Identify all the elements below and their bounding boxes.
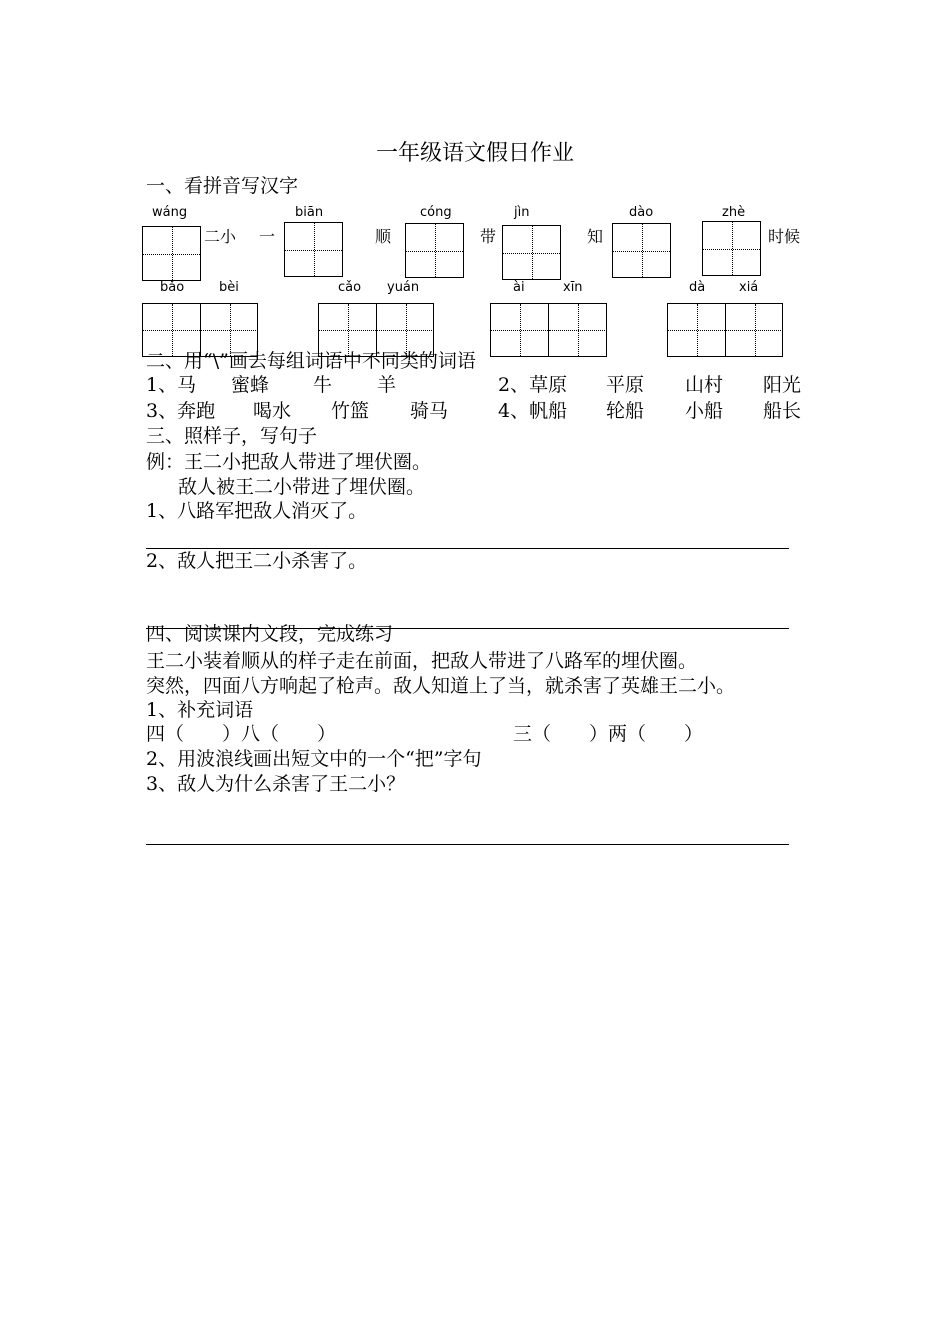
writing-box[interactable] [405, 223, 464, 278]
page-title: 一年级语文假日作业 [375, 141, 574, 166]
pinyin-bao: bǎo [160, 280, 185, 295]
pinyin-cong: cóng [420, 205, 452, 220]
hint-text: 时候 [768, 227, 801, 246]
word-item: 船长 [763, 400, 802, 422]
hint-text: 知 [587, 227, 604, 246]
pinyin-yuan: yuán [387, 280, 420, 295]
word-item: 平原 [606, 374, 645, 396]
pinyin-wang: wáng [152, 205, 188, 220]
pinyin-da: dà [689, 280, 706, 295]
section1-heading: 一、看拼音写汉字 [146, 175, 299, 197]
word-item: 小船 [685, 400, 724, 422]
question-1: 1、八路军把敌人消灭了。 [146, 500, 368, 522]
word-item: 1、马 [146, 374, 197, 396]
word-item: 3、奔跑 [146, 400, 216, 422]
word-item: 山村 [685, 374, 724, 396]
section4-heading: 四、阅读课内文段，完成练习 [146, 623, 394, 645]
writing-box[interactable] [142, 226, 201, 281]
writing-box[interactable] [284, 222, 343, 277]
section3-heading: 三、照样子，写句子 [146, 425, 318, 447]
pinyin-dao: dào [629, 205, 654, 220]
writing-box-double[interactable] [490, 303, 607, 357]
writing-box-double[interactable] [667, 303, 783, 357]
passage-line-1: 王二小装着顺从的样子走在前面，把敌人带进了八路军的埋伏圈。 [146, 650, 698, 672]
word-item: 4、帆船 [498, 400, 568, 422]
passage-line-2: 突然，四面八方响起了枪声。敌人知道上了当，就杀害了英雄王二小。 [146, 675, 736, 697]
word-item: 牛 [313, 374, 333, 396]
pinyin-bei: bèi [219, 280, 239, 295]
pinyin-bian: biān [295, 205, 324, 220]
question-1: 1、补充词语 [146, 699, 254, 721]
pinyin-xia: xiá [739, 280, 759, 295]
word-item: 2、草原 [498, 374, 568, 396]
hint-text: 带 [480, 227, 497, 246]
hint-text: 顺 [375, 227, 392, 246]
hint-text: 二小 [204, 227, 237, 246]
word-item: 骑马 [410, 400, 449, 422]
pinyin-xin: xīn [563, 280, 583, 295]
question-3: 3、敌人为什么杀害了王二小？ [146, 773, 406, 795]
question-2: 2、敌人把王二小杀害了。 [146, 550, 368, 572]
word-item: 喝水 [253, 400, 292, 422]
word-item: 羊 [377, 374, 397, 396]
writing-box[interactable] [702, 221, 761, 276]
pinyin-jin: jìn [514, 205, 530, 220]
pinyin-ai: ài [513, 280, 525, 295]
fill-blank-left[interactable]: 四（ ）八（ ） [146, 723, 337, 745]
fill-blank-right[interactable]: 三（ ）两（ ） [513, 723, 704, 745]
word-item: 蜜蜂 [231, 374, 270, 396]
word-item: 竹篮 [331, 400, 370, 422]
question-2: 2、用波浪线画出短文中的一个“把”字句 [146, 748, 482, 770]
example-answer: 敌人被王二小带进了埋伏圈。 [178, 476, 426, 498]
pinyin-cao: cǎo [338, 280, 362, 295]
answer-line[interactable] [146, 844, 789, 845]
hint-text: 一 [259, 227, 276, 246]
writing-box[interactable] [612, 223, 671, 278]
pinyin-zhe: zhè [722, 205, 746, 220]
word-item: 轮船 [606, 400, 645, 422]
example-sentence: 例：王二小把敌人带进了埋伏圈。 [146, 451, 432, 473]
writing-box[interactable] [502, 225, 561, 280]
word-item: 阳光 [763, 374, 802, 396]
section2-heading: 二、用“\”画去每组词语中不同类的词语 [146, 350, 476, 372]
